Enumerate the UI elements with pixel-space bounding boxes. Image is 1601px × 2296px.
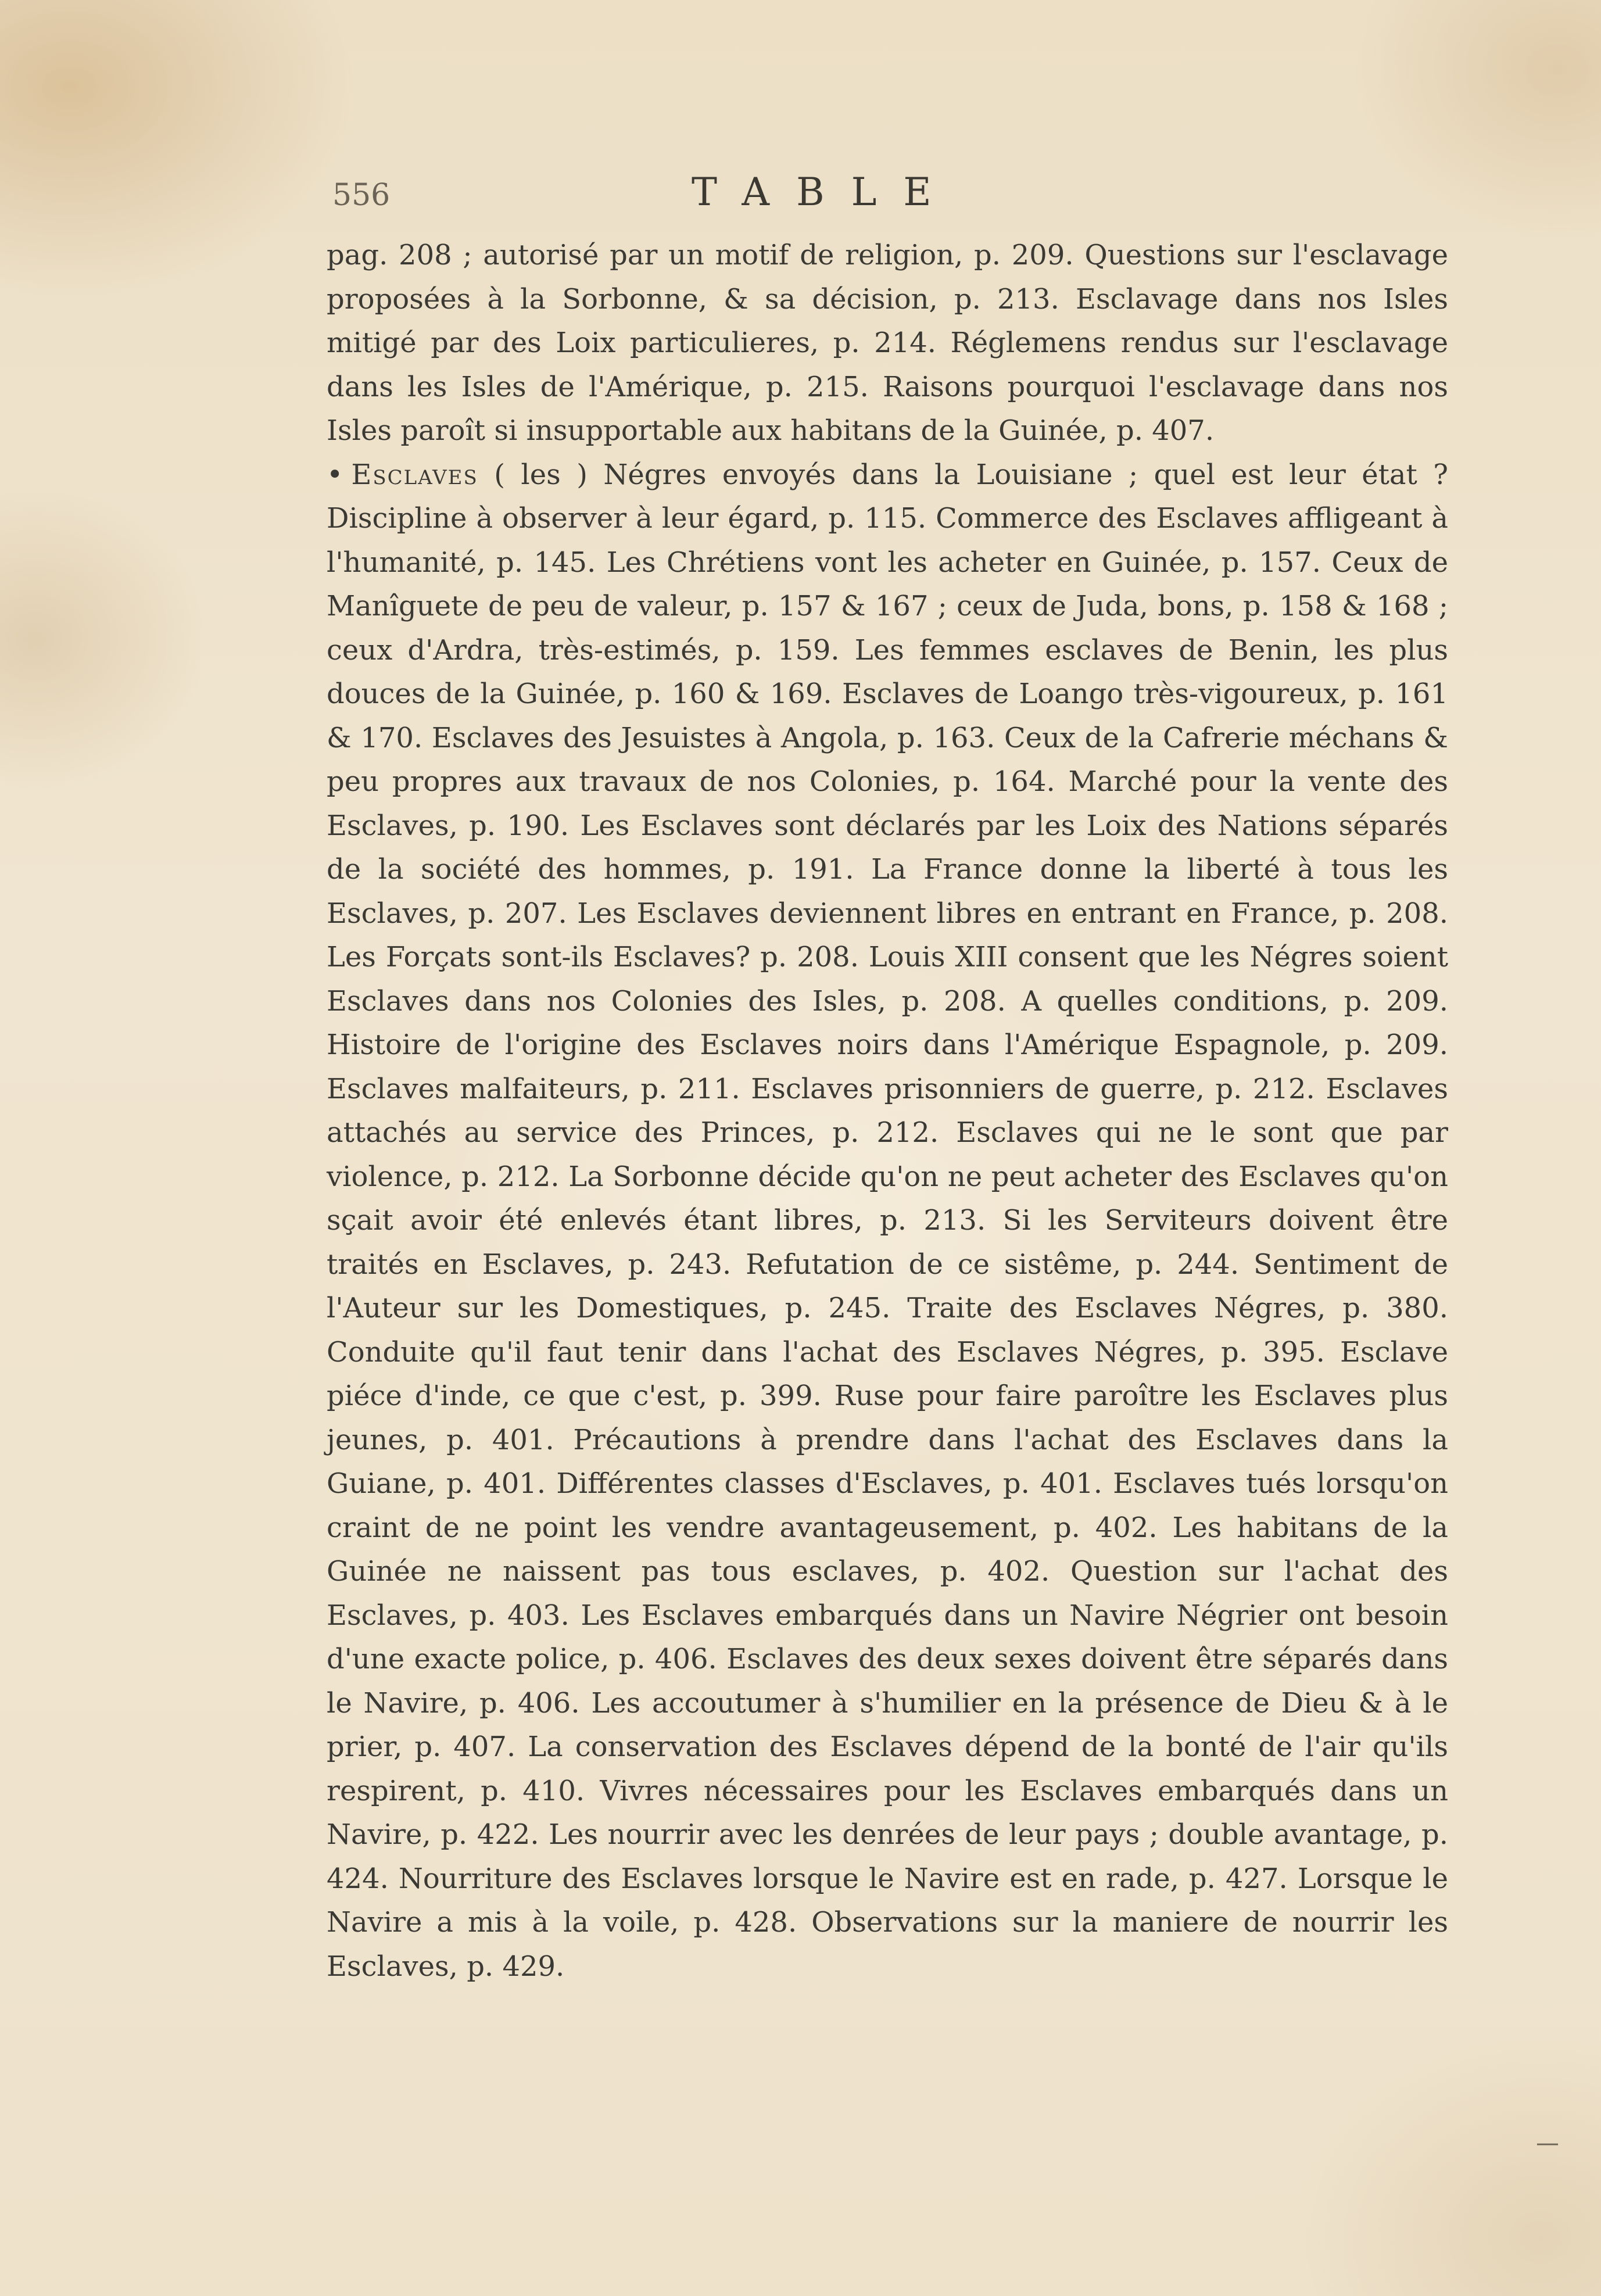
entry-headword: Esclaves [351,458,478,491]
corner-mark: — [1536,2130,1559,2157]
running-head: TABLE [692,170,958,214]
entry-text: pag. 208 ; autorisé par un motif de religion, p. 209. Questions sur l'esclavage proposées à la Sorbonne, & sa décision, p. 213. Esclavage dans nos Isles mitigé par des Loix particulieres, p. 214. Réglemens rendus sur l'esclavage dans les Isles de l'Amérique, p. 215. Raisons pourquoi l'esclavage dans nos Isles paroît si insupportable aux habitans de la Guinée, p. 407. [327,239,1448,447]
entry-text: ( les ) Négres envoyés dans la Louisiane ; quel est leur état ? Discipline à observer à leur égard, p. 115. Commerce des Esclaves affligeant à l'humanité, p. 145. Les Chrétiens vont les acheter en Guinée, p. 157. Ceux de Manîguete de peu de valeur, p. 157 & 167 ; ceux de Juda, bons, p. 158 & 168 ; ceux d'Ardra, très-estimés, p. 159. Les femmes esclaves de Benin, les plus douces de la Guinée, p. 160 & 169. Esclaves de Loango très-vigoureux, p. 161 & 170. Esclaves des Jesuistes à Angola, p. 163. Ceux de la Cafrerie méchans & peu propres aux travaux de nos Colonies, p. 164. Marché pour la vente des Esclaves, p. 190. Les Esclaves sont déclarés par les Loix des Nations séparés de la société des hommes, p. 191. La France donne la liberté à tous les Esclaves, p. 207. Les Esclaves deviennent libres en entrant en France, p. 208. Les Forçats sont-ils Esclaves? p. 208. Louis XIII consent que les Négres soient Esclaves dans nos Colonies des Isles, p. 208. A quelles conditions, p. 209. Histoire de l'origine des Esclaves noirs dans l'Amérique Espagnole, p. 209. Esclaves malfaiteurs, p. 211. Esclaves prisonniers de guerre, p. 212. Esclaves attachés au service des Princes, p. 212. Esclaves qui ne le sont que par violence, p. 212. La Sorbonne décide qu'on ne peut acheter des Esclaves qu'on sçait avoir été enlevés étant libres, p. 213. Si les Serviteurs doivent être traités en Esclaves, p. 243. Refutation de ce sistême, p. 244. Sentiment de l'Auteur sur les Domestiques, p. 245. Traite des Esclaves Négres, p. 380. Conduite qu'il faut tenir dans l'achat des Esclaves Négres, p. 395. Esclave piéce d'inde, ce que c'est, p. 399. Ruse pour faire paroître les Esclaves plus jeunes, p. 401. Précautions à prendre dans l'achat des Esclaves dans la Guiane, p. 401. Différentes classes d'Esclaves, p. 401. Esclaves tués lorsqu'on craint de ne point les vendre avantageusement, p. 402. Les habitans de la Guinée ne naissent pas tous esclaves, p. 402. Question sur l'achat des Esclaves, p. 403. Les Esclaves embarqués dans un Navire Négrier ont besoin d'une exacte police, p. 406. Esclaves des deux sexes doivent être séparés dans le Navire, p. 406. Les accoutumer à s'humilier en la présence de Dieu & à le prier, p. 407. La conservation des Esclaves dépend de la bonté de l'air qu'ils respirent, p. 410. Vivres nécessaires pour les Esclaves embarqués dans un Navire, p. 422. Les nourrir avec les denrées de leur pays ; double avantage, p. 424. Nourriture des Esclaves lorsque le Navire est en rade, p. 427. Lorsque le Navire a mis à la voile, p. 428. Observations sur la maniere de nourrir les Esclaves, p. 429. [327,458,1448,1983]
index-entry-esclaves [327,453,1448,1989]
page-number: 556 [332,178,391,213]
index-entry-continuation [327,234,1448,453]
bullet-mark: • [327,458,343,491]
index-body [327,234,1448,1989]
page-header [0,170,1601,222]
